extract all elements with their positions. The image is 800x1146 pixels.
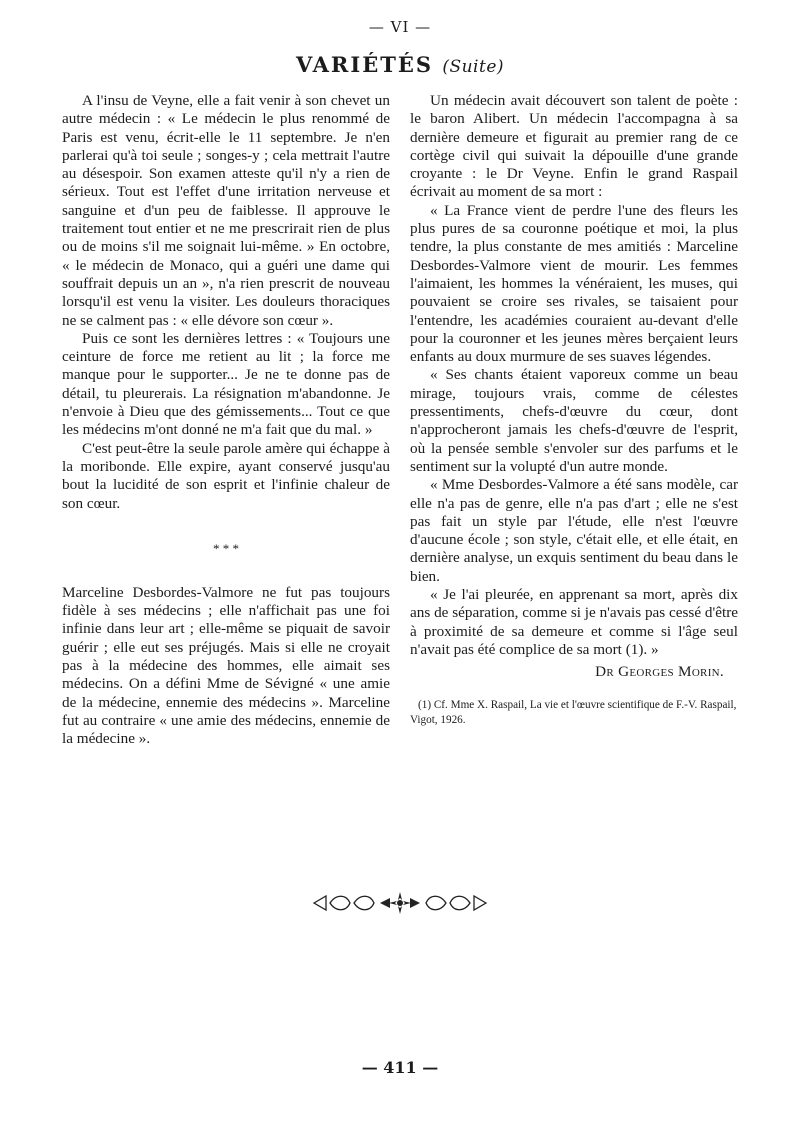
ornament-icon (310, 890, 490, 916)
paragraph: Un médecin avait découvert son talent de poète : le baron Alibert. Un médecin l'accompagna à sa dernière demeure et figurait au premier rang de ce cortège civil qui suivait la dépouille d'une grande croyante : le Dr Veyne. Enfin le grand Raspail écrivait au moment de sa mort : (410, 92, 738, 201)
page-number: — 411 — (361, 1058, 439, 1077)
paragraph: Marceline Desbordes-Valmore ne fut pas toujours fidèle à ses médecins ; elle n'affichait pas une foi infinie dans leur art ; elle-même se piquait de savoir guérir ; elle eut ses préjugés. Mais si elle ne croyait pas à la médecine des hommes, elle aimait ses médecins. On a défini Mme de Sévigné « une amie de la médecine, ennemie des médecins ». Marceline fut au contraire « une amie des médecins, ennemie de la médecine ». (62, 583, 390, 748)
section-title (0, 52, 800, 77)
right-column (410, 92, 738, 728)
paragraph: C'est peut-être la seule parole amère qui échappe à la moribonde. Elle expire, ayant conservé jusqu'au bout la lucidité de son esprit et l'infinie chaleur de son cœur. (62, 439, 390, 512)
paragraph: Puis ce sont les dernières lettres : « Toujours une ceinture de force me retient au lit ; la force me manque pour le supporter... Je ne te donne pas de détail, tu pleurerais. La résignation m'abandonne. Je n'envoie à Dieu que des gémissements... Tout ce que les médecins m'ont donné ne m'a fait que du mal. » (62, 329, 390, 439)
section-title-text: VARIÉTÉS (295, 52, 434, 77)
section-separator: * * * (213, 540, 239, 556)
paragraph: A l'insu de Veyne, elle a fait venir à son chevet un autre médecin : « Le médecin le plus renommé de Paris est venu, écrit-elle le 11 septembre. Je n'en parlerai qu'à toi seule ; songes-y ; cela mettrait l'autre au désespoir. Son examen atteste qu'il n'y a rien de sérieux. Tout est l'effet d'une irritation nerveuse et sanguine et d'un peu de faiblesse. Il approuve le traitement tout entier et ne me prescrirait rien de plus ou de moins s'il me soignait lui-même. » En octobre, « le médecin de Monaco, qui a guéri une dame qui souffrait depuis un an », n'a rien prescrit de nouveau lorsqu'il est venu la visiter. Les douleurs thoraciques ne se calment pas : « elle dévore son cœur ». (62, 92, 390, 329)
paragraph: « La France vient de perdre l'une des fleurs les plus pures de sa couronne poétique et moi, la plus tendre, la plus constante de mes amitiés : Marceline Desbordes-Valmore vient de mourir. Les femmes l'aimaient, les hommes la vénéraient, les muses, qui pouvaient se croire ses rivales, se taisaient pour l'entendre, les académies couraient au-devant d'elle pour la couronner et les jeunes mères berçaient leurs enfants au doux murmure de ses suaves légendes. (410, 201, 738, 366)
section-title-suffix: (Suite) (442, 57, 505, 77)
paragraph: « Je l'ai pleurée, en apprenant sa mort, après dix ans de séparation, comme si je n'avais pas cessé d'être à proximité de sa demeure et comme si l'âge seul n'avait pas été complice de sa mort (1). » (410, 586, 738, 658)
running-head: — VI — (368, 18, 432, 36)
paragraph: « Ses chants étaient vaporeux comme un beau mirage, toujours vrais, comme de célestes pressentiments, chefs-d'œuvre du cœur, dont n'approcheront jamais les chefs-d'œuvre de l'esprit, où la pensée semble s'envoler sur des parfums et le sentiment sur la volupté d'un autre monde. (410, 366, 738, 475)
left-column (62, 92, 390, 749)
decorative-ornament (0, 888, 800, 918)
paragraph: « Mme Desbordes-Valmore a été sans modèle, car elle n'a pas de genre, elle n'a pas d'art ; elle ne s'est pas fait un style par l'étude, elle n'est l'œuvre d'aucune école ; son style, c'était elle, et elle était, en dernière analyse, un exquis sentiment du beau dans le bien. (410, 476, 738, 585)
author-signature: Dr Georges Morin. (595, 663, 724, 681)
footnote: (1) Cf. Mme X. Raspail, La vie et l'œuvre scientifique de F.-V. Raspail, Vigot, 1926. (410, 698, 737, 726)
